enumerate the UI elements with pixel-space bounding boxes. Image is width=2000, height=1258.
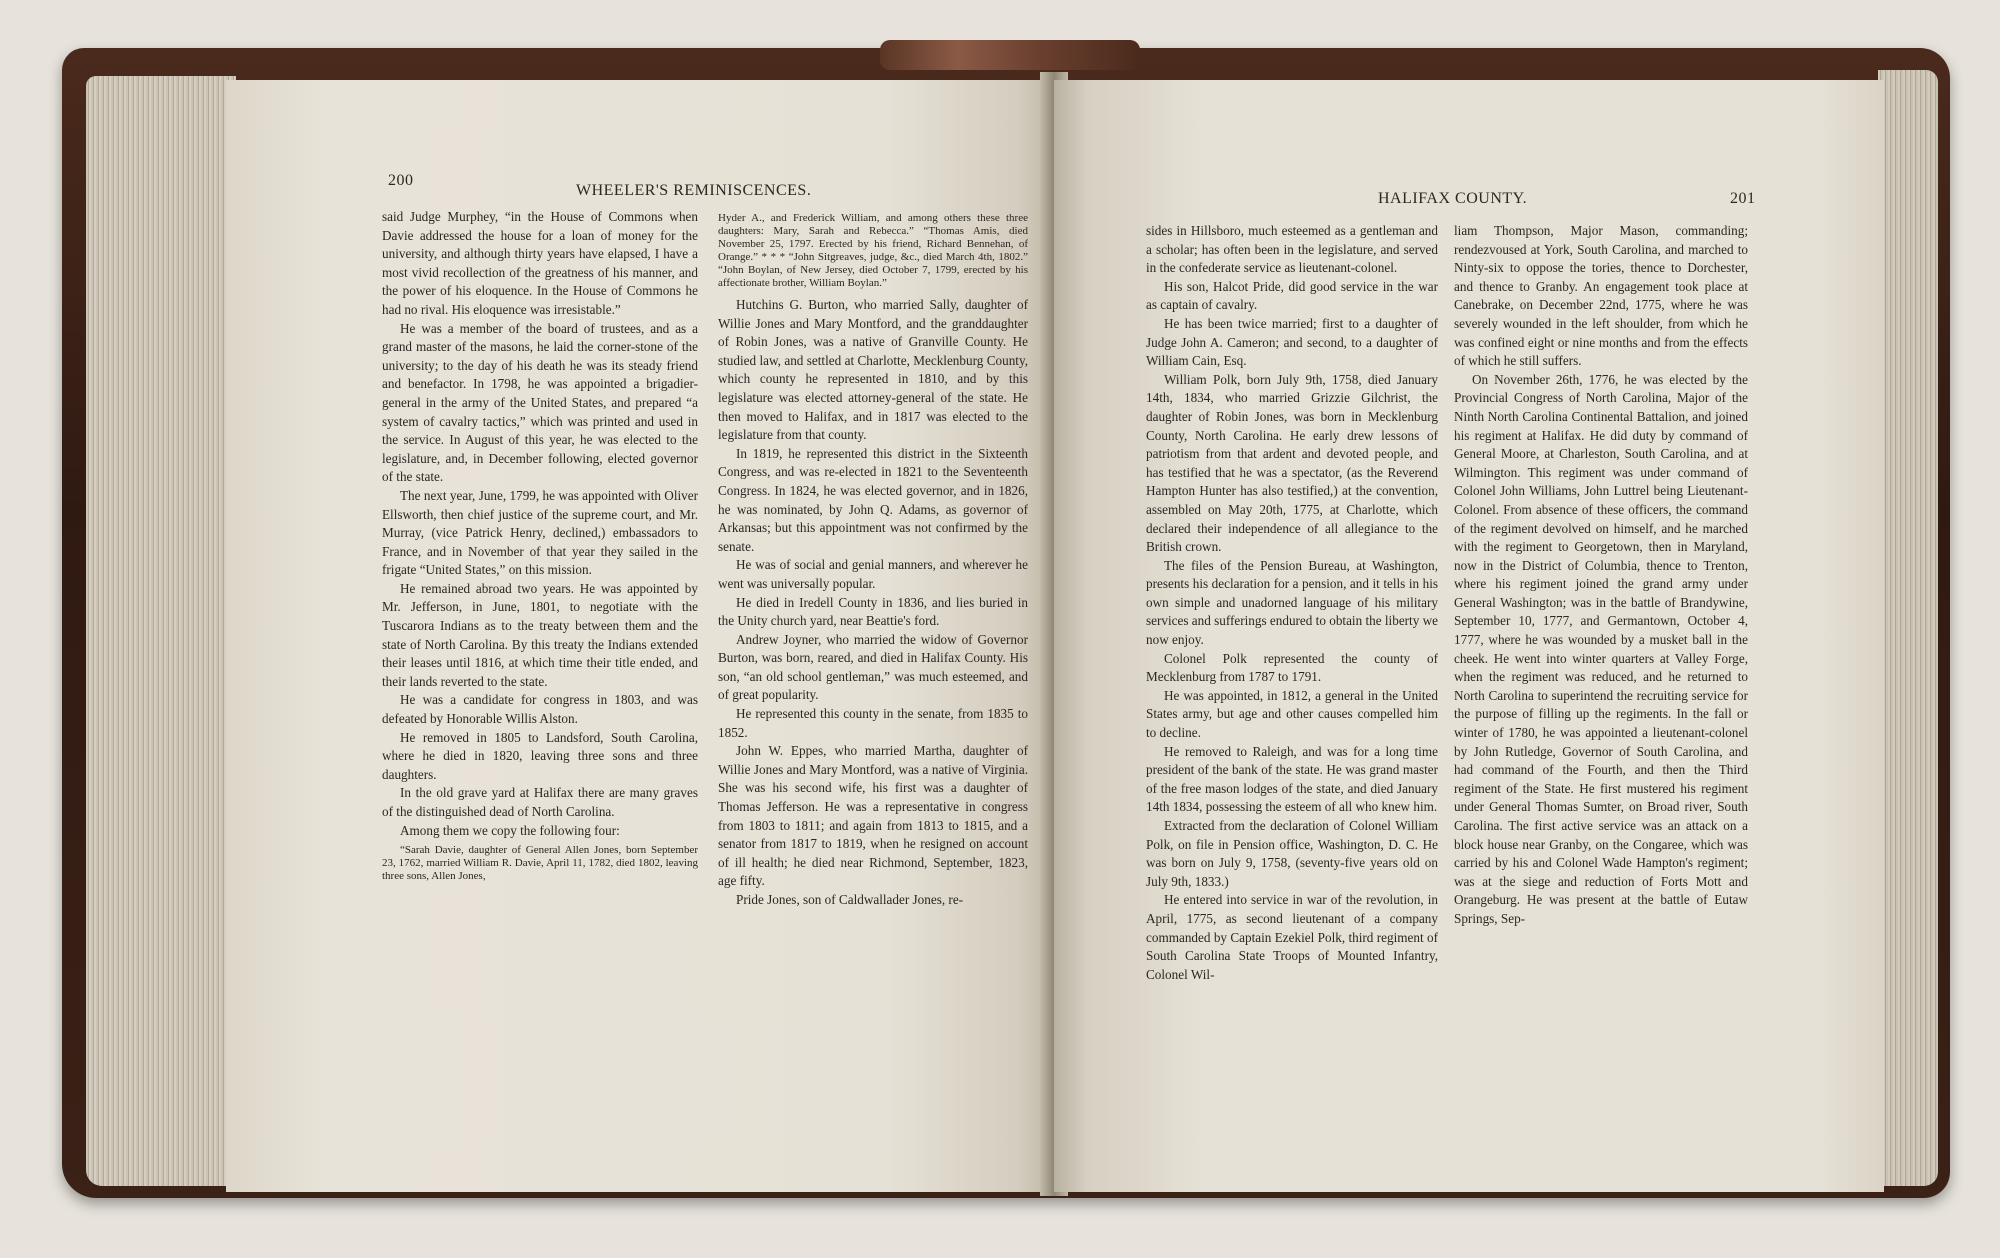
paragraph: Among them we copy the following four: (400, 822, 620, 838)
book-spine (880, 40, 1140, 70)
running-head: WHEELER'S REMINISCENCES. (576, 182, 812, 199)
paragraph: John W. Eppes, who married Martha, daughter of Willie Jones and Mary Montford, was a native of Virginia. She was his second wife, his first was a daughter of Thomas Jefferson. He was a representative in congress from 1803 to 1811; and again from 1813 to 1815, and a senator from 1817 to 1819, when he resigned on account of ill health; he died near Richmond, September, 1823, age fifty. (718, 743, 1028, 889)
paragraph: In 1819, he represented this district in the Sixteenth Congress, and was re-elected in 1821 to the Seventeenth Congress. In 1824, he was elected governor, and in 1826, he was nominated, by John Q. Adams, as governor of Arkansas; but this appointment was not confirmed by the senate. (718, 445, 1028, 554)
paragraph: He removed in 1805 to Landsford, South Carolina, where he died in 1820, leaving three sons and three daughters. (382, 729, 698, 782)
paragraph: Andrew Joyner, who married the widow of Governor Burton, was born, reared, and died in Halifax County. His son, “an old school gentleman,” was much esteemed, and of great popularity. (718, 631, 1028, 703)
text-column-2 (718, 208, 1028, 910)
paragraph: sides in Hillsboro, much esteemed as a gentleman and a scholar; has often been in the legislature, and served in the confederate service as lieutenant-colonel. (1146, 223, 1438, 276)
right-page-edges (1878, 70, 1938, 1186)
paragraph: said Judge Murphey, “in the House of Commons when Davie addressed the house for a loan of money for the university, and although thirty years have elapsed, I have a most vivid recollection of the greatness of his manner, and the power of his eloquence. In the House of Commons he had no rival. His eloquence was irresistable.” (382, 209, 698, 317)
paragraph: He remained abroad two years. He was appointed by Mr. Jefferson, in June, 1801, to negotiate with the Tuscarora Indians as to the treaty between them and the state of North Carolina. By this treaty the Indians extended their leases until 1816, at which time their title ended, and their lands reverted to the state. (382, 580, 698, 689)
paragraph: The next year, June, 1799, he was appointed with Oliver Ellsworth, then chief justice of the supreme court, and Mr. Murray, (vice Patrick Henry, declined,) embassadors to France, and in November of that year they sailed in the frigate “United States,” on this mission. (382, 487, 698, 578)
paragraph: Colonel Polk represented the county of Mecklenburg from 1787 to 1791. (1146, 650, 1438, 685)
paragraph: liam Thompson, Major Mason, commanding; rendezvoused at York, South Carolina, and marched to Ninty-six to oppose the tories, thence to Dorchester, and thence to Granby. An engagement took place at Canebrake, on December 22nd, 1775, where he was severely wounded in the left shoulder, from which he was confined eight or nine months and from the effects of which he still suffers. (1454, 223, 1748, 369)
text-column-2 (1454, 222, 1748, 929)
text-column-1 (382, 208, 698, 889)
left-page-edges (86, 76, 236, 1186)
running-head: HALIFAX COUNTY. (1378, 190, 1528, 207)
paragraph: He died in Iredell County in 1836, and lies buried in the Unity church yard, near Beattie's ford. (718, 594, 1028, 629)
paragraph: He was appointed, in 1812, a general in the United States army, but age and other causes compelled him to decline. (1146, 687, 1438, 741)
paragraph: He was a member of the board of trustees, and as a grand master of the masons, he laid the corner-stone of the university; to the day of his death he was its steady friend and benefactor. In 1798, he was appointed a brigadier-general in the army of the United States, and prepared “a system of cavalry tactics,” which was printed and used in the service. In August of this year, he was elected to the legislature, and, in December following, elected governor of the state. (382, 320, 698, 485)
paragraph: The files of the Pension Bureau, at Washington, presents his declaration for a pension, and it tells in his own simple and unadorned language of his military services and sufferings endured to obtain the liberty we now enjoy. (1146, 557, 1438, 648)
text-column-1 (1146, 222, 1438, 984)
paragraph: Hutchins G. Burton, who married Sally, daughter of Willie Jones and Mary Montford, and the granddaughter of Robin Jones, was a native of Granville County. He studied law, and settled at Charlotte, Mecklenburg County, which county he represented in 1810, and by this legislature was elected attorney-general of the state. He then moved to Halifax, and in 1817 was elected to the legislature from that county. (718, 297, 1028, 443)
page-number: 201 (1730, 190, 1756, 207)
epitaph: “Sarah Davie, daughter of General Allen Jones, born September 23, 1762, married William R. Davie, April 11, 1782, died 1802, leaving three sons, Allen Jones, (382, 844, 698, 883)
paragraph: Pride Jones, son of Caldwallader Jones, re- (736, 892, 964, 907)
paragraph: His son, Halcot Pride, did good service in the war as captain of cavalry. (1146, 278, 1438, 313)
paragraph: He represented this county in the senate, from 1835 to 1852. (718, 706, 1028, 740)
page-number: 200 (388, 172, 414, 189)
paragraph: He was of social and genial manners, and wherever he went was universally popular. (718, 557, 1028, 591)
paragraph: He was a candidate for congress in 1803, and was defeated by Honorable Willis Alston. (382, 692, 698, 727)
right-page (1054, 80, 1884, 1192)
left-page (226, 80, 1052, 1192)
paragraph: William Polk, born July 9th, 1758, died January 14th, 1834, who married Grizzie Gilchrist, the daughter of Robin Jones, was born in Mecklenburg County, North Carolina. He early drew lessons of patriotism from that ardent and devoted people, and has testified that he was a spectator, (as the Reverend Hampton Hunter has also testified,) at the convention, assembled on May 20th, 1775, at Charlotte, which declared their independence of all allegiance to the British crown. (1146, 371, 1438, 555)
paragraph: He removed to Raleigh, and was for a long time president of the bank of the state. He was grand master of the free mason lodges of the state, and died January 14th 1834, possessing the esteem of all who knew him. (1146, 743, 1438, 815)
paragraph: He has been twice married; first to a daughter of Judge John A. Cameron; and second, to a daughter of William Cain, Esq. (1146, 315, 1438, 369)
paragraph: Extracted from the declaration of Colonel William Polk, on file in Pension office, Washington, D. C. He was born on July 9, 1758, (seventy-five years old on July 9th, 1833.) (1146, 818, 1438, 889)
paragraph: He entered into service in war of the revolution, in April, 1775, as second lieutenant of a company commanded by Captain Ezekiel Polk, third regiment of South Carolina State Troops of Mounted Infantry, Colonel Wil- (1146, 892, 1438, 982)
paragraph: On November 26th, 1776, he was elected by the Provincial Congress of North Carolina, Major of the Ninth North Carolina Continental Battalion, and joined his regiment at Halifax. He did duty by command of General Moore, at Charleston, South Carolina, and at Wilmington. This regiment was under command of Colonel John Williams, John Luttrel being Lieutenant-Colonel. From absence of these officers, the command of the regiment devolved on himself, and he marched with the regiment to Georgetown, then in Maryland, now in the District of Columbia, thence to Trenton, where his regiment joined the grand army under General Washington; was in the battle of Brandywine, September 10, 1777, and Germantown, October 4, 1777, where he was wounded by a musket ball in the cheek. He went into winter quarters at Valley Forge, when the regiment was reduced, and he returned to North Carolina to superintend the recruiting service for the purpose of filling up the regiments. In the fall or winter of 1780, he was appointed a lieutenant-colonel by John Rutledge, Governor of South Carolina, and had command of the Fourth, and then the Third regiment of the State. He first mustered his regiment under General Thomas Sumter, on Broad river, South Carolina. The first active service was an attack on a block house near Granby, on the Congaree, which was carried by his and Colonel Wade Hampton's regiment; was at the siege and reduction of Forts Mott and Orangeburg. He was present at the battle of Eutaw Springs, Sep- (1454, 371, 1748, 926)
epitaph: Hyder A., and Frederick William, and among others these three daughters: Mary, Sarah and Rebecca.” “Thomas Amis, died November 25, 1797. Erected by his friend, Richard Bennehan, of Orange.” * * * “John Sitgreaves, judge, &c., died March 4th, 1802.” “John Boylan, of New Jersey, died October 7, 1799, erected by his affectionate brother, William Boylan.” (718, 212, 1028, 289)
paragraph: In the old grave yard at Halifax there are many graves of the distinguished dead of North Carolina. (382, 785, 698, 819)
